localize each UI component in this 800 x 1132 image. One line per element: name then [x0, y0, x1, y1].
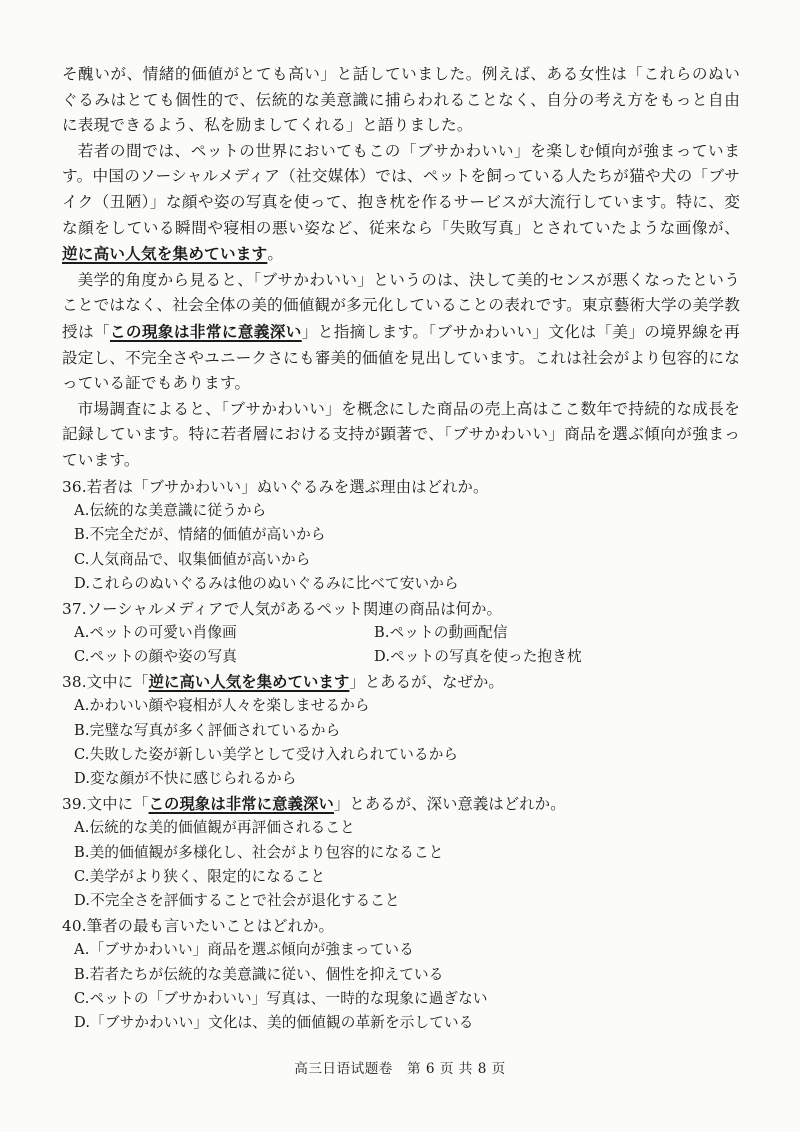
underlined-phrase: 逆に高い人気を集めています [62, 244, 268, 264]
stem-text: 39.文中に「 [62, 794, 149, 813]
option-b: B.美的価値観が多様化し、社会がより包容的になること [74, 843, 444, 861]
option-b: B.不完全だが、情緒的価値が高いから [74, 526, 326, 544]
option-c: C.美学がより狭く、限定的になること [74, 868, 326, 885]
question-38 [62, 670, 740, 792]
passage-text: 若者の間では、ペットの世界においてもこの「ブサかわいい」を楽しむ傾向が強まっています。中国のソーシャルメディア（社交媒体）では、ペットを飼っている人たちが猫や犬の「ブサイク（丑陋）」な顔や姿の写真を使って、抱き枕を作るサービスが大流行しています。特に、変な顔をしている瞬間や寝相の悪い姿など、従来なら「失敗写真」とされていたような画像が、 [62, 141, 740, 237]
option-c: C.ペットの「ブサかわいい」写真は、一時的な現象に過ぎない [74, 990, 488, 1008]
stem-text: 38.文中に「 [62, 672, 149, 691]
question-37 [62, 597, 740, 670]
option-d: D.不完全さを評価することで社会が退化すること [74, 892, 400, 910]
option-c: C.人気商品で、収集価値が高いから [74, 550, 311, 568]
question-list [62, 475, 740, 1036]
passage-paragraph-1: そ醜いが、情緒的価値がとても高い」と話していました。例えば、ある女性は「これらのぬいぐるみはとても個性的で、伝統的な美意識に捕らわれることなく、自分の考え方をもっと自由に表現できるよう、私を励ましてくれる」と語りました。 [62, 65, 740, 135]
option-grid [74, 621, 740, 670]
question-36 [62, 475, 740, 597]
passage-paragraph-3 [62, 268, 740, 397]
option-a: A.伝統的な美意識に従うから [74, 501, 267, 519]
option-c: C.失敗した姿が新しい美学として受け入れられているから [74, 745, 459, 763]
option-d: D.これらのぬいぐるみは他のぬいぐるみに比べて安いから [74, 575, 459, 593]
option-b: B.完璧な写真が多く評価されているから [74, 721, 341, 739]
stem-text: 」とあるが、なぜか。 [349, 672, 504, 691]
option-d: D.「ブサかわいい」文化は、美的価値観の革新を示している [74, 1014, 474, 1032]
underlined-phrase: 逆に高い人気を集めています [148, 672, 350, 691]
option-a: A.「ブサかわいい」商品を選ぶ傾向が強まっている [74, 941, 414, 959]
question-40 [62, 914, 740, 1036]
underlined-phrase: この現象は非常に意義深い [109, 321, 302, 341]
question-stem [62, 670, 740, 694]
question-39 [62, 792, 740, 914]
question-stem: 40.筆者の最も言いたいことはどれか。 [62, 916, 334, 935]
passage-paragraph-2 [62, 139, 740, 268]
stem-text: 」とあるが、深い意義はどれか。 [333, 794, 566, 813]
option-d: D.ペットの写真を使った抱き枕 [374, 648, 582, 666]
option-d: D.変な顔が不快に感じられるから [74, 770, 297, 788]
option-a: A.ペットの可愛い肖像画 [74, 623, 237, 641]
option-b: B.若者たちが伝統的な美意識に従い、個性を抑えている [74, 965, 444, 983]
question-stem: 36.若者は「ブサかわいい」ぬいぐるみを選ぶ理由はどれか。 [62, 477, 489, 496]
option-a: A.かわいい顔や寝相が人々を楽しませるから [74, 697, 370, 715]
underlined-phrase: この現象は非常に意義深い [148, 794, 334, 813]
option-a: A.伝統的な美的価値観が再評価されること [74, 819, 355, 837]
option-b: B.ペットの動画配信 [374, 623, 508, 641]
passage-text: 美学的角度から見ると、「ブサかわいい」というのは、決して美的センスが悪くなったということではなく、社会全体の美的価値観が多元化していることの表れです。東京藝術大学の美学教授は「 [62, 270, 740, 341]
option-c: C.ペットの顔や姿の写真 [74, 648, 238, 666]
passage-text: 。 [267, 245, 284, 264]
passage-paragraph-4: 市場調査によると、「ブサかわいい」を概念にした商品の売上高はここ数年で持続的な成長を記録しています。特に若者層における支持が顕著で、「ブサかわいい」商品を選ぶ傾向が強まっています。 [62, 399, 740, 469]
passage-text: 」と指摘します。「ブサかわいい」文化は「美」の境界線を再設定し、不完全さやユニークさにも審美的価値を見出しています。これは社会がより包容的になっている証でもあります。 [62, 322, 740, 393]
question-stem: 37.ソーシャルメディアで人気があるペット関連の商品は何か。 [62, 599, 503, 618]
page-footer: 高三日语试题卷 第 6 页 共 8 页 [294, 1061, 506, 1077]
question-stem [62, 792, 740, 816]
reading-passage [62, 62, 740, 474]
